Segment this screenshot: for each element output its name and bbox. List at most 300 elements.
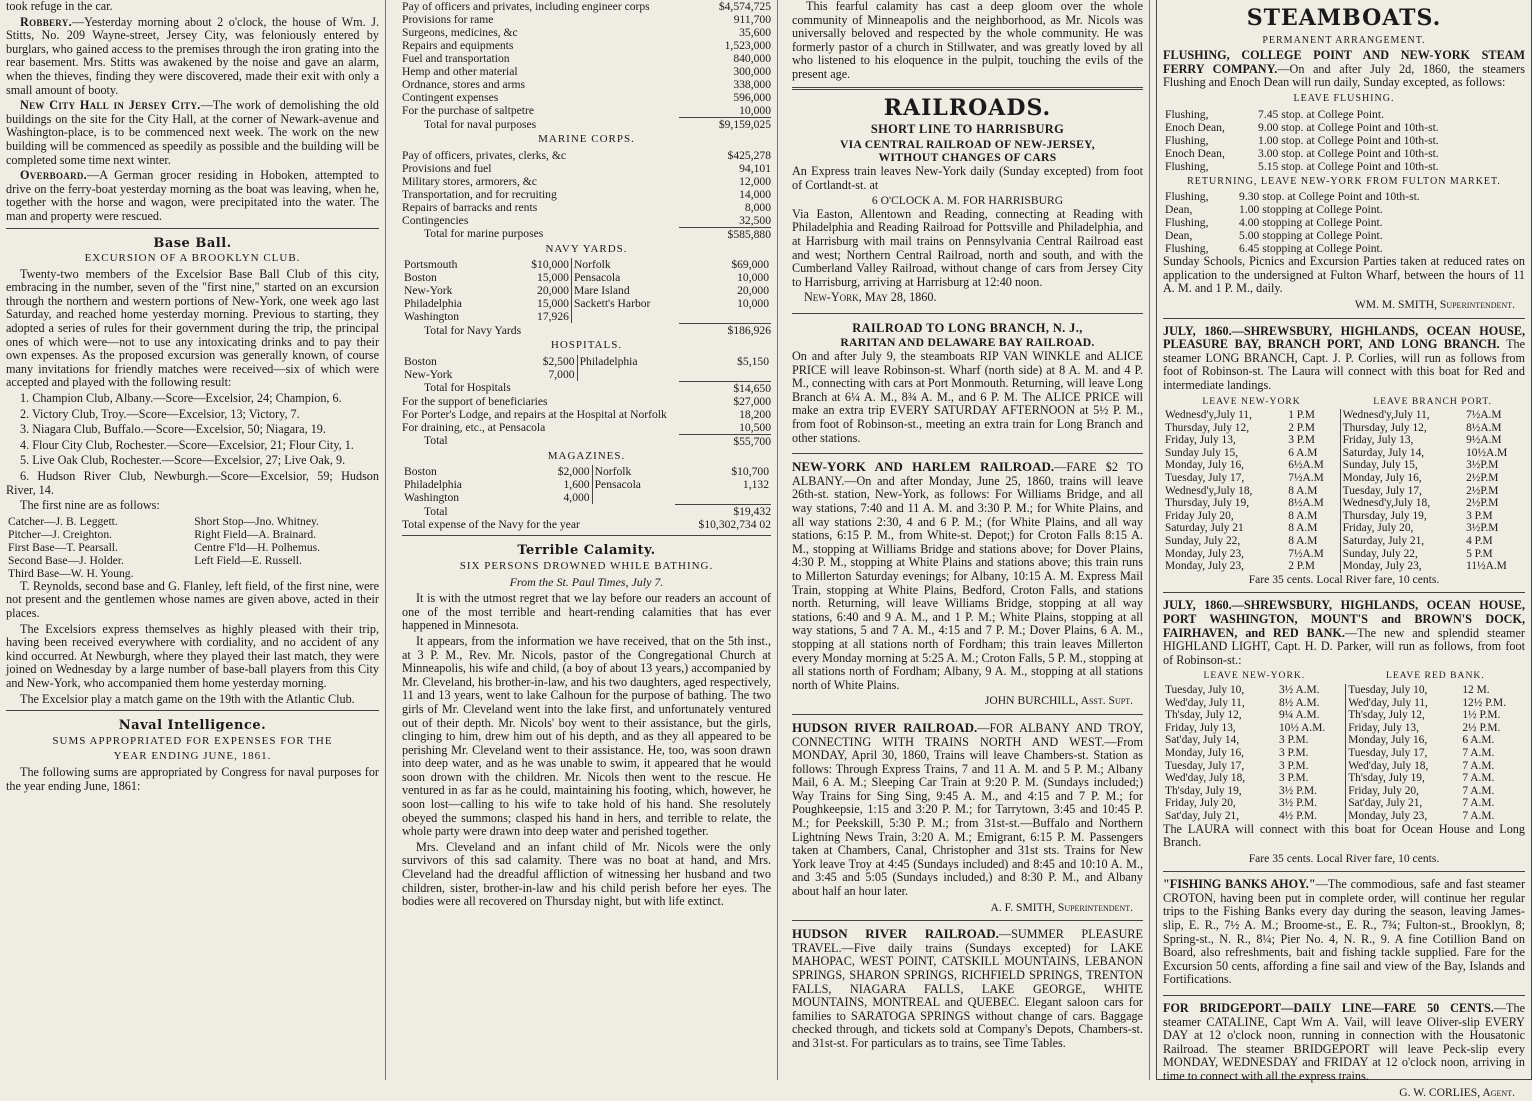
item-amount: 18,200 <box>739 407 771 421</box>
boat-name: Flushing, <box>1165 242 1209 256</box>
column-header: LEAVE BRANCH PORT. <box>1373 395 1492 407</box>
table-row <box>1163 760 1525 773</box>
ad-signature: G. W. CORLIES, Agent. <box>1399 1085 1515 1099</box>
date-cell: Monday, July 23, <box>1346 810 1461 823</box>
table-row <box>1163 684 1525 697</box>
date-cell: Thursday, July 12, <box>1340 422 1464 435</box>
ad-signature: WM. M. SMITH, Superintendent. <box>1354 297 1515 311</box>
baseball-subheading: EXCURSION OF A BROOKLYN CLUB. <box>84 252 301 265</box>
magazine-amount: $10,700 <box>731 465 769 479</box>
time-cell: 12½ P.M. <box>1462 696 1507 709</box>
table-row <box>1163 709 1525 722</box>
nine-intro: The first nine are as follows: <box>20 498 160 513</box>
table-row <box>1163 535 1525 548</box>
table-row <box>1163 560 1525 573</box>
item-amount: 14,000 <box>739 187 771 201</box>
marine-table <box>402 149 771 241</box>
baseball-para-1: Twenty-two members of the Excelsior Base Ball Club of this city, embracing in the number, seven of the "first nine," started on an excursion through the northern and western portions of New-York, one week ago last Saturday, and reached home yesterday morning. Previous to starting, they adopted a series of rules for their government during the trip, the principal ones of which were—not to use any intoxicating drinks and to pay their own expenses. As the proposed excursion was generally known, of course many invitations for friendly matches were received—six of which were accepted and played with the following result: <box>6 266 379 390</box>
position-cell: Third Base—W. H. Young. <box>8 566 134 580</box>
flushing-ferry-ad <box>1163 30 1525 314</box>
robbery-lead: Robbery. <box>20 14 72 29</box>
total-amount: $186,926 <box>679 324 771 338</box>
calamity-conclusion: This fearful calamity has cast a deep gloom over the whole community of Minneapolis and the neighborhood, as Mr. Nicols was universally beloved and respected by the whole community. He was formerly pastor of a church in Stillwater, and was greatly loved by all who listened to his eloquence in the pulpit, touching the evils of the present age. <box>792 0 1143 81</box>
table-row <box>1163 447 1525 460</box>
date-cell: Wednesd'y,July 18, <box>1340 497 1464 510</box>
ad-date: New-York, May 28, 1860. <box>804 290 937 305</box>
item-label: Contingencies <box>402 213 469 227</box>
divider <box>1163 995 1525 996</box>
fare-line: Fare 35 cents. Local River fare, 10 cents. <box>1248 572 1440 586</box>
time-cell: 4½ P.M. <box>1278 809 1317 822</box>
time-cell: 2 P.M <box>1288 560 1315 573</box>
departure: 9.30 stop. at College Point and 10th-st. <box>1239 190 1420 204</box>
date-cell: Wed'day, July 18, <box>1346 760 1461 773</box>
position-cell: Catcher—J. B. Leggett. <box>8 514 118 528</box>
table-row <box>1163 409 1525 422</box>
navy-yards-table <box>402 258 771 323</box>
date-cell: Sunday, July 15, <box>1340 459 1464 472</box>
departure: 4.00 stopping at College Point. <box>1239 216 1383 230</box>
ad-title: JULY, 1860.—SHREWSBURY, HIGHLANDS, OCEAN HOUSE, PLEASURE BAY, BRANCH PORT, AND LONG BRANCH. <box>1163 323 1525 352</box>
magazines-table <box>402 465 771 504</box>
table-row <box>1163 121 1525 134</box>
total-label: Total for marine purposes <box>424 227 544 241</box>
item-amount: 300,000 <box>733 65 771 78</box>
total-amount: $9,159,025 <box>679 118 771 132</box>
item-label: For the support of beneficiaries <box>402 394 548 408</box>
item-label: Repairs of barracks and rents <box>402 200 538 214</box>
table-row <box>1163 497 1525 510</box>
magazines-heading: MAGAZINES. <box>547 449 626 462</box>
result-item: 3. Niagara Club, Buffalo.—Score—Excelsior, 50; Niagara, 19. <box>20 422 326 437</box>
date-cell: Sunday, July 22, <box>1165 535 1241 548</box>
table-row <box>402 284 771 297</box>
date-cell: Friday, July 13, <box>1346 722 1461 735</box>
positions-table <box>6 515 379 580</box>
time-cell: 7 A.M. <box>1462 784 1495 797</box>
table-row <box>1163 734 1525 747</box>
magazines-totals <box>402 504 771 531</box>
table-row <box>1163 190 1525 203</box>
ad-body: —On and after July 2d, 1860, the steamers Flushing and Enoch Dean will run daily, Sunday excepted, as follows: <box>1163 61 1525 90</box>
long-branch-schedule <box>1163 395 1525 573</box>
date-cell: Tuesday, July 17, <box>1165 759 1245 772</box>
item-amount: $27,000 <box>733 394 771 408</box>
item-label: For Porter's Lodge, and repairs at the Hospital at Norfolk <box>402 407 667 421</box>
ad-text <box>792 721 1143 899</box>
hospitals-table <box>402 355 771 381</box>
departure: 5.15 stop. at College Point and 10th-st. <box>1258 159 1439 173</box>
long-branch-ad <box>792 318 1143 449</box>
yard-name: Pensacola <box>571 271 703 284</box>
time-cell: 10½ A.M. <box>1278 721 1326 734</box>
departure: 7.45 stop. at College Point. <box>1258 107 1384 121</box>
item-amount: 338,000 <box>733 78 771 91</box>
ad-text <box>792 927 1143 1050</box>
table-row <box>402 271 771 284</box>
boat-name: Dean, <box>1165 203 1193 217</box>
ad-body: The steamer LONG BRANCH, Capt. J. P. Corlies, will run as follows from foot of Robinson-st. The Laura will connect with this boat for Red and intermediate landings. <box>1163 337 1526 392</box>
date-cell: Thursday, July 12, <box>1165 421 1250 434</box>
date-cell: Wed'day, July 18, <box>1165 772 1246 785</box>
naval-subheading-1: SUMS APPROPRIATED FOR EXPENSES FOR THE <box>52 734 333 747</box>
date-cell: Tuesday, July 10, <box>1165 683 1245 696</box>
time-cell: 3½ P.M. <box>1278 797 1317 810</box>
table-row <box>1163 216 1525 229</box>
table-row <box>402 258 771 271</box>
divider <box>792 453 1143 454</box>
ad-text <box>1163 599 1525 667</box>
date-cell: Tuesday, July 17, <box>1340 485 1464 498</box>
table-row <box>402 465 771 478</box>
position-cell: Centre F'ld—H. Polhemus. <box>194 540 321 554</box>
calamity-para-1: It is with the utmost regret that we lay before our readers an account of one of the most terrible and heart-rending calamities that has ever happened in Minnesota. <box>402 591 771 633</box>
date-cell: Monday, July 23, <box>1165 547 1244 560</box>
time-cell: 8½A.M <box>1466 421 1502 434</box>
yard-name: Norfolk <box>571 258 703 271</box>
date-cell: Thursday, July 19, <box>1165 497 1250 510</box>
position-cell: First Base—T. Pearsall. <box>8 540 118 554</box>
item-label: Hemp and other material <box>402 65 518 78</box>
date-cell: Sat'day, July 21, <box>1165 809 1240 822</box>
time-cell: 3½ A.M. <box>1278 683 1320 696</box>
departure: 1.00 stop. at College Point and 10th-st. <box>1258 133 1439 147</box>
hospital-amount: $5,150 <box>737 354 769 368</box>
item-label: Provisions for rame <box>402 13 494 26</box>
yard-name <box>571 310 703 323</box>
magazine-name: Pensacola <box>592 478 690 491</box>
result-item: 2. Victory Club, Troy.—Score—Excelsior, 13; Victory, 7. <box>20 406 300 421</box>
position-cell: Left Field—E. Russell. <box>194 553 302 567</box>
table-row <box>1163 772 1525 785</box>
time-cell: 2½P.M <box>1466 472 1499 485</box>
table-row <box>402 0 771 13</box>
date-cell: Monday, July 16, <box>1165 746 1244 759</box>
date-cell: Wed'day, July 11, <box>1165 696 1245 709</box>
table-row <box>402 368 771 381</box>
date-cell: Sunday July 15, <box>1165 446 1239 459</box>
magazine-amount: $2,000 <box>557 465 590 479</box>
time-cell: 8 A.M <box>1288 484 1318 497</box>
yard-name: Washington <box>404 310 460 324</box>
grand-total-row <box>402 518 771 531</box>
item-label: For draining, etc., at Pensacola <box>402 420 546 434</box>
table-row <box>1163 722 1525 735</box>
item-label: Surgeons, medicines, &c <box>402 26 518 39</box>
item-amount: 911,700 <box>733 13 771 26</box>
time-cell: 3 P.M. <box>1278 772 1309 785</box>
time-cell: 3 P.M <box>1288 434 1315 447</box>
red-bank-schedule <box>1163 669 1525 822</box>
column-3 <box>786 0 1150 1080</box>
time-cell: 3½P.M <box>1466 522 1499 535</box>
magazine-amount <box>690 491 771 504</box>
table-row <box>402 408 771 421</box>
hospital-name: New-York <box>404 367 453 381</box>
boat-name: Flushing, <box>1165 216 1209 230</box>
ad-signature: JOHN BURCHILL, Asst. Supt. <box>984 694 1133 708</box>
ad-text <box>792 460 1143 692</box>
yard-amount: 10,000 <box>737 297 769 311</box>
total-label: Total <box>424 504 448 518</box>
item-amount: $4,574,725 <box>718 0 771 13</box>
item-amount: 596,000 <box>733 91 771 104</box>
time-cell: 8½ A.M. <box>1278 696 1320 709</box>
item-amount: 32,500 <box>739 213 771 227</box>
hospitals-totals <box>402 381 771 448</box>
item-label: Contingent expenses <box>402 91 499 104</box>
date-cell: Friday, July 20, <box>1165 797 1236 810</box>
table-row <box>6 554 379 567</box>
ad-body: —FARE $2 TO ALBANY.—On and after Monday, June 25, 1860, trains will leave 26th-st. station, New-York, as follows: For Williams Bridge, and all way stations, 7:40 and 11 A. M. and 3:30 P. M.; for White Plains, and all way stations 2:30, 4 and 6 P. M.; (for White Plains, and all way stations, 6:15 P. M., from White-st. Depot;) for Croton Falls 8:15 A. M., stopping at Williams Bridge and stations above; for Dover Plains, 4:30 P. M., stopping at White Plains and stations above; this train runs to Millerton Saturday evenings; for Albany, 10:15 A. M. Express Mail Train, stopping at White Plains, Bedford, Croton Falls, and stations north. Returning, will leave Williams Bridge, stopping at all way stations, 6:40 and 9 A. M., and 1 P. M.; White Plains, stopping at all way stations, 5 and 7 A. M., 4:15 and 7 P. M.; Dover Plains, 6 A. M., stopping at all stations north of Fordham; this train leaves Millerton every Monday morning at 5:25 A. M.; Croton Falls, 5 P. M., stopping at all stations north of Fordham; Albany, 9 A. M., stopping at all stations north of White Plains. <box>792 460 1143 692</box>
total-row <box>402 381 771 395</box>
ad-title: "FISHING BANKS AHOY." <box>1163 877 1316 892</box>
position-cell: Short Stop—Jno. Whitney. <box>194 514 319 528</box>
divider <box>1163 592 1525 593</box>
ad-title: HUDSON RIVER RAILROAD. <box>792 926 999 942</box>
robbery-text: —Yesterday morning about 2 o'clock, the house of Wm. J. Stitts, No. 209 Wayne-street, Jersey City, was feloniously entered by burglars, who gained access to the premises through the iron grating into the rear basement. Mrs. Stitts was awakened by the noise and gave an alarm, when the thieves, finding they were discovered, made their exit with only a small amount of booty. <box>6 14 379 97</box>
magazine-name: Philadelphia <box>404 478 462 492</box>
calamity-subheading: SIX PERSONS DROWNED WHILE BATHING. <box>459 559 714 572</box>
hospital-amount <box>700 368 771 381</box>
time-cell: 6 A.M <box>1288 446 1318 459</box>
overboard-lead: Overboard. <box>20 168 88 183</box>
table-row <box>1163 472 1525 485</box>
item-amount: 10,000 <box>739 104 771 117</box>
position-cell: Pitcher—J. Creighton. <box>8 527 113 541</box>
date-cell: Friday, July 13, <box>1340 434 1464 447</box>
date-cell: Monday, July 16, <box>1165 459 1244 472</box>
divider <box>792 714 1143 715</box>
item-label: For the purchase of saltpetre <box>402 104 534 117</box>
table-row <box>1163 203 1525 216</box>
date-cell: Wednesd'y,July 11, <box>1165 409 1252 422</box>
time-cell: 3½P.M <box>1466 459 1499 472</box>
column-1 <box>0 0 386 1080</box>
table-row <box>402 201 771 214</box>
grand-total-amount: $10,302,734 02 <box>698 518 771 532</box>
divider <box>792 920 1143 921</box>
naval-appropriations-table <box>402 0 771 131</box>
table-row <box>402 13 771 26</box>
boat-name: Enoch Dean, <box>1165 120 1225 134</box>
table-row <box>1163 160 1525 173</box>
baseball-results <box>6 392 379 497</box>
ad-body: —The new and splendid steamer HIGHLAND LIGHT, Capt. H. D. Parker, will run as follows, from foot of Robinson-st.: <box>1163 625 1525 667</box>
ad-text: The LAURA will connect with this boat for Ocean House and Long Branch. <box>1163 821 1525 850</box>
ad-body: —SUMMER PLEASURE TRAVEL.—Five daily trains (Sundays excepted) for LAKE MAHOPAC, WEST POINT, CATSKILL MOUNTAINS, LEBANON SPRINGS, SHARON SPRINGS, RICHFIELD SPRINGS, TRENTON FALLS, NIAGARA FALLS, LAKE GEORGE, WHITE MOUNTAINS, MONTREAL and QUEBEC. Elegant saloon cars for families to SARATOGA SPRINGS without change of cars. Baggage checked through, and tickets sold at Company's Depots, Chambers-st. and 31st-st. For particulars as to trains, see Time Tables. <box>792 927 1143 1050</box>
time-cell: 3 P.M <box>1466 509 1493 522</box>
baseball-heading: Base Ball. <box>153 235 232 251</box>
date-cell: Th'sday, July 19, <box>1346 772 1461 785</box>
total-row <box>402 434 771 448</box>
date-cell: Wed'day, July 11, <box>1346 697 1461 710</box>
navy-yards-heading: NAVY YARDS. <box>545 242 628 255</box>
fishing-banks-ad <box>1163 876 1525 991</box>
yard-amount: 20,000 <box>737 284 769 298</box>
table-row <box>1163 147 1525 160</box>
total-label: Total for Hospitals <box>424 381 511 395</box>
ad-signature: A. F. SMITH, Superintendent. <box>990 900 1133 914</box>
item-label: Military stores, armorers, &c <box>402 174 537 188</box>
ad-subtitle: WITHOUT CHANGES OF CARS <box>878 151 1057 165</box>
table-row <box>6 528 379 541</box>
table-row <box>402 162 771 175</box>
harrisburg-ad <box>792 119 1143 309</box>
ad-departure: 6 O'CLOCK A. M. FOR HARRISBURG <box>871 194 1064 208</box>
total-row <box>402 227 771 241</box>
time-cell: 8 A.M <box>1288 509 1318 522</box>
date-cell: Th'sday, July 12, <box>1165 709 1242 722</box>
marine-heading: MARINE CORPS. <box>538 133 635 145</box>
date-cell: Monday, July 16, <box>1340 472 1464 485</box>
table-row <box>1163 229 1525 242</box>
ad-text: An Express train leaves New-York daily (Sunday excepted) from foot of Cortlandt-st. at <box>792 163 1143 192</box>
departure: 1.00 stopping at College Point. <box>1239 203 1383 217</box>
time-cell: 7 A.M. <box>1462 809 1495 822</box>
table-row <box>6 541 379 554</box>
result-item: 6. Hudson River Club, Newburgh.—Score—Excelsior, 59; Hudson River, 14. <box>6 469 379 497</box>
item-amount: 10,500 <box>739 420 771 434</box>
table-row <box>402 355 771 368</box>
position-cell: Second Base—J. Holder. <box>8 553 124 567</box>
date-cell: Thursday, July 19, <box>1340 510 1464 523</box>
time-cell: 7 A.M. <box>1462 746 1495 759</box>
table-row <box>1163 797 1525 810</box>
date-cell: Wednesd'y,July 11, <box>1340 409 1464 422</box>
total-amount: $14,650 <box>679 381 771 395</box>
cityhall-article <box>6 99 379 167</box>
divider <box>792 313 1143 314</box>
hospital-amount: 7,000 <box>548 367 575 381</box>
table-row <box>402 39 771 52</box>
table-row <box>1163 785 1525 798</box>
total-amount: $19,432 <box>675 505 771 519</box>
departure: 5.00 stopping at College Point. <box>1239 229 1383 243</box>
time-cell: 3 P.M. <box>1278 759 1309 772</box>
table-row <box>402 91 771 104</box>
magazine-amount: 1,600 <box>563 478 590 492</box>
naval-heading: Naval Intelligence. <box>118 718 267 734</box>
ad-text <box>1163 49 1525 90</box>
divider <box>1163 871 1525 872</box>
boat-name: Flushing, <box>1165 133 1209 147</box>
table-row <box>402 188 771 201</box>
table-row <box>402 65 771 78</box>
table-row <box>402 421 771 435</box>
yard-name: New-York <box>404 284 453 298</box>
total-label: Total for Navy Yards <box>424 323 522 337</box>
hospital-name: Philadelphia <box>577 355 700 368</box>
ad-subtitle: RARITAN AND DELAWARE BAY RAILROAD. <box>840 336 1095 350</box>
item-amount: 12,000 <box>739 174 771 188</box>
harlem-ad <box>792 458 1143 710</box>
magazine-amount: 4,000 <box>563 491 590 505</box>
date-cell: Friday, July 13, <box>1165 721 1236 734</box>
item-amount: 8,000 <box>744 200 771 214</box>
overboard-article <box>6 169 379 223</box>
total-amount: $585,880 <box>679 227 771 241</box>
ad-tagline: PERMANENT ARRANGEMENT. <box>1262 34 1426 46</box>
schedule-heading: LEAVE FLUSHING. <box>1293 92 1395 104</box>
date-cell: Tuesday, July 17, <box>1346 747 1461 760</box>
ad-body: —The commodious, safe and fast steamer CROTON, having been put in complete order, will continue her regular trips to the Fishing Banks every day during the season, leaving James-slip, E. R., 7½ A. M.; Broome-st., E. R., 7¾; Fulton-st., Brooklyn, 8; Spring-st., N. R., 8¼; Pier No. 4, N. R., 9. A fine Cotillion Band on Board, also refreshments, bait and fishing tackle supplied. Fare for the Excursion 50 cents, affording a fine sail and view of the Bay, Islands and Fortifications. <box>1163 877 1526 987</box>
table-row <box>1163 747 1525 760</box>
grand-total-label: Total expense of the Navy for the year <box>402 518 580 532</box>
date-cell: Sunday, July 22, <box>1340 548 1464 561</box>
hospital-amount: $2,500 <box>542 354 575 368</box>
column-header: LEAVE RED BANK. <box>1385 670 1485 682</box>
total-row <box>402 118 771 132</box>
magazine-name: Boston <box>404 465 437 479</box>
boat-name: Flushing, <box>1165 159 1209 173</box>
yard-amount: $10,000 <box>531 258 569 272</box>
time-cell: 9½A.M <box>1466 434 1502 447</box>
time-cell: 1 P.M <box>1288 409 1315 422</box>
date-cell: Sat'day, July 14, <box>1165 734 1240 747</box>
hudson-river-ad-1 <box>792 719 1143 916</box>
robbery-article <box>6 16 379 98</box>
date-cell: Tuesday, July 17, <box>1165 472 1245 485</box>
total-row <box>402 505 771 519</box>
table-row <box>6 515 379 528</box>
flushing-schedule <box>1163 108 1525 173</box>
magazine-name: Washington <box>404 491 460 505</box>
item-amount: $425,278 <box>727 148 771 162</box>
divider <box>402 535 771 536</box>
item-label: Transportation, and for recruiting <box>402 187 557 201</box>
boat-name: Enoch Dean, <box>1165 146 1225 160</box>
table-row <box>402 78 771 91</box>
highland-light-ad <box>1163 597 1525 867</box>
item-amount: 94,101 <box>739 161 771 175</box>
date-cell: Sat'day, July 21, <box>1346 797 1461 810</box>
total-row <box>402 324 771 338</box>
date-cell: Tuesday, July 10, <box>1346 684 1461 697</box>
total-label: Total for naval purposes <box>424 117 537 131</box>
result-item: 1. Champion Club, Albany.—Score—Excelsior, 24; Champion, 6. <box>20 391 342 406</box>
cityhall-lead: New City Hall in Jersey City. <box>20 98 201 113</box>
position-cell: Right Field—A. Brainard. <box>194 527 317 541</box>
item-label: Pay of officers and privates, including engineer corps <box>402 0 650 13</box>
time-cell: 6½A.M <box>1288 459 1324 472</box>
table-row <box>1163 697 1525 710</box>
time-cell: 3 P.M. <box>1278 746 1309 759</box>
baseball-para-4: The Excelsior play a match game on the 19th with the Atlantic Club. <box>20 691 355 706</box>
time-cell: 5 P.M <box>1466 547 1493 560</box>
ad-text: Via Easton, Allentown and Reading, connecting at Reading with Philadelphia and Reading Railroad for Pottsville and Philadelphia, and at Harrisburg with mail trains on Pennsylvania Central Railroad east and west; Northern Central Railroad, north and south, and with the Cumberland Valley Railroad, without change of cars from Jersey City to Harrisburg, arriving at Harrisburg at 12:40 noon. <box>792 206 1143 289</box>
calamity-heading: Terrible Calamity. <box>517 543 656 559</box>
date-cell: Wednesd'y,July 18, <box>1165 484 1253 497</box>
divider <box>6 710 379 711</box>
calamity-source: From the St. Paul Times, July 7. <box>509 574 664 589</box>
ad-subtitle: VIA CENTRAL RAILROAD OF NEW-JERSEY, <box>840 137 1095 151</box>
magazine-name: Norfolk <box>592 465 690 478</box>
ad-title: FLUSHING, COLLEGE POINT AND NEW-YORK STEAM FERRY COMPANY. <box>1163 48 1525 76</box>
schedule-header <box>1163 395 1525 410</box>
time-cell: 3 P.M. <box>1278 734 1309 747</box>
table-row <box>402 149 771 162</box>
divider <box>792 87 1143 90</box>
departure: 9.00 stop. at College Point and 10th-st. <box>1258 120 1439 134</box>
column-header: LEAVE NEW-YORK. <box>1203 670 1306 682</box>
ad-title: FOR BRIDGEPORT—DAILY LINE—FARE 50 CENTS. <box>1163 1001 1494 1016</box>
ad-body: —FOR ALBANY AND TROY, CONNECTING WITH TRAINS NORTH AND WEST.—From MONDAY, April 30, 1860, Trains will leave Chambers-st. Station as follows: Through Express Trains, 7 and 11 A. M. and 5 P. M.; Albany Mail, 6 A. M.; Sleeping Car Train at 9:20 P. M. (Sundays included;) Way Trains for Sing Sing, 9:45 A. M., and 4:15 and 7 P. M.; for Poughkeepsie, 1:15 and 3:20 P. M.; for Tarrytown, 3:45 and 10:45 P. M.; for Peekskill, 5:30 P. M.; from 31st-st.—Buffalo and Northern Lightning News Train, 3:20 A. M.; Emigrant, 6:15 P. M. Passengers taken at Chambers, Canal, Christopher and 31st sts. Trains for New York leave Troy at 4:45 (Sundays included) and 8:45 and 10:10 A. M., and 3:45 and 5:05 (Sundays included,) and 8:30 P. M., and Albany about half an hour later. <box>792 720 1144 899</box>
naval-intro: The following sums are appropriated by Congress for naval purposes for the year ending June, 1861: <box>6 764 379 793</box>
time-cell: 8 A.M <box>1288 522 1318 535</box>
date-cell: Monday, July 23, <box>1340 560 1464 573</box>
yard-amount: 17,926 <box>537 310 569 324</box>
